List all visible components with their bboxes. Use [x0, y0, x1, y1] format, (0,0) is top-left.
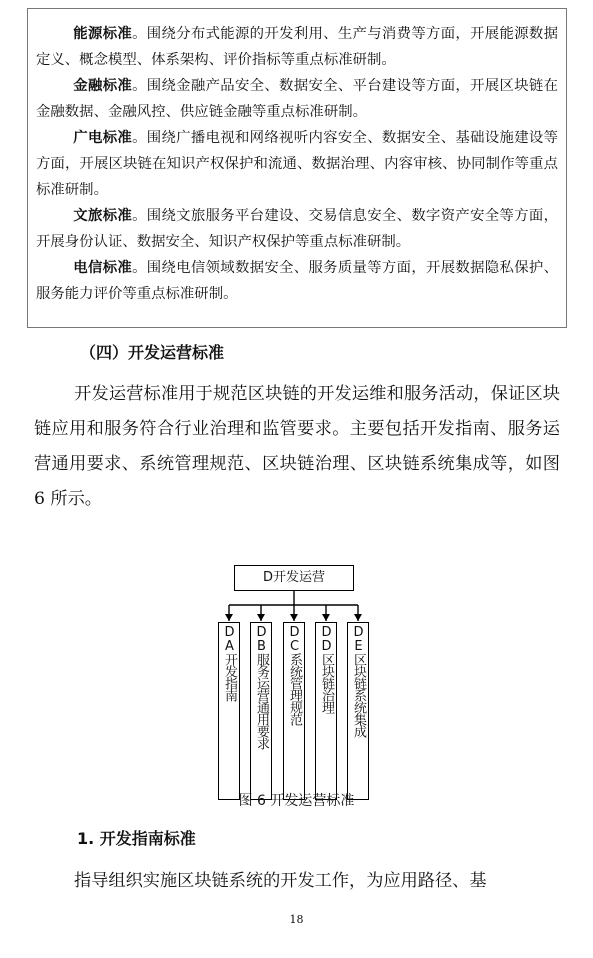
- sector-standards-box: [27, 8, 567, 328]
- dev-ops-diagram: [0, 560, 593, 820]
- broadcast-standard-text: 。围绕广播电视和网络视听内容安全、数据安全、基础设施建设等方面，开展区块链在知识产权保护和流通、数据治理、内容审核、协同制作等重点标准研制。: [36, 130, 558, 198]
- diagram-node-dc: DC系统管理规范: [283, 622, 305, 800]
- page-number: 18: [289, 913, 304, 926]
- telecom-standard-term: 电信标准: [73, 260, 133, 276]
- sub-heading: 1. 开发指南标准: [77, 829, 196, 848]
- culture-tourism-standard-term: 文旅标准: [73, 208, 133, 224]
- telecom-standard-text: 。围绕电信领域数据安全、服务质量等方面，开展数据隐私保护、服务能力评价等重点标准研制。: [36, 260, 558, 302]
- diagram-node-da: DA开发指南: [218, 622, 240, 800]
- broadcast-standard-term: 广电标准: [73, 130, 133, 146]
- diagram-node-de: DE区块链系统集成: [347, 622, 369, 800]
- energy-standard-paragraph: [36, 21, 558, 73]
- section-heading: （四）开发运营标准: [80, 343, 225, 362]
- telecom-standard-paragraph: [36, 255, 558, 307]
- culture-tourism-standard-text: 。围绕文旅服务平台建设、交易信息安全、数字资产安全等方面，开展身份认证、数据安全、知识产权保护等重点标准研制。: [36, 208, 558, 250]
- body-paragraph-text: 开发运营标准用于规范区块链的开发运维和服务活动，保证区块链应用和服务符合行业治理和监管要求。主要包括开发指南、服务运营通用要求、系统管理规范、区块链治理、区块链系统集成等，如图 6 所示。: [34, 384, 560, 509]
- energy-standard-text: 。围绕分布式能源的开发利用、生产与消费等方面，开展能源数据定义、概念模型、体系架构、评价指标等重点标准研制。: [36, 26, 558, 68]
- diagram-node-db: DB服务运营通用要求: [250, 622, 272, 800]
- finance-standard-text: 。围绕金融产品安全、数据安全、平台建设等方面，开展区块链在金融数据、金融风控、供应链金融等重点标准研制。: [36, 78, 558, 120]
- finance-standard-term: 金融标准: [73, 78, 133, 94]
- broadcast-standard-paragraph: [36, 125, 558, 203]
- figure-caption: 图 6 开发运营标准: [238, 793, 355, 809]
- energy-standard-term: 能源标准: [73, 26, 133, 42]
- paragraph-start-line: 指导组织实施区块链系统的开发工作，为应用路径、基: [74, 871, 487, 891]
- diagram-node-dd: DD区块链治理: [315, 622, 337, 800]
- culture-tourism-standard-paragraph: [36, 203, 558, 255]
- finance-standard-paragraph: [36, 73, 558, 125]
- body-paragraph: [34, 377, 560, 517]
- diagram-root-node: D开发运营: [234, 565, 354, 591]
